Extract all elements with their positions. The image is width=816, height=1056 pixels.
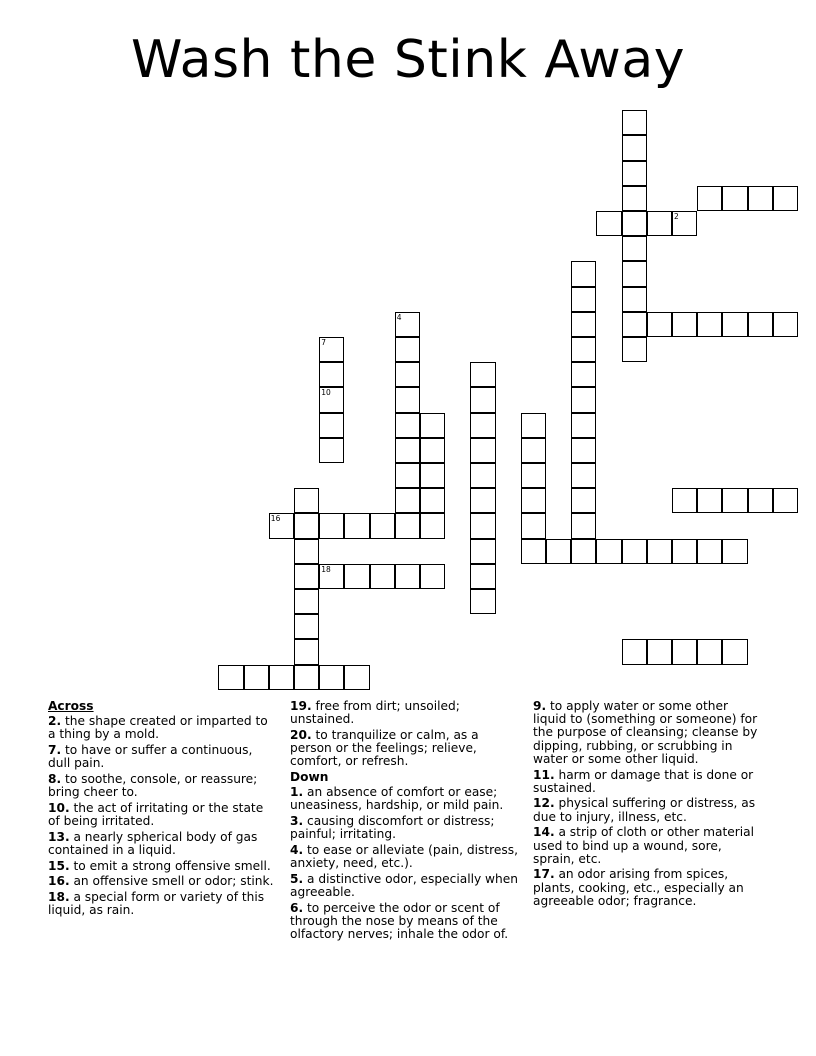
grid-cell[interactable]	[294, 539, 319, 564]
grid-cell[interactable]	[521, 438, 546, 463]
grid-cell[interactable]	[420, 463, 445, 488]
grid-cell[interactable]	[470, 564, 495, 589]
grid-cell[interactable]	[697, 488, 722, 513]
clue-text: causing discomfort or distress; painful; irritating.	[290, 814, 495, 842]
grid-cell[interactable]	[420, 488, 445, 513]
grid-cell[interactable]	[319, 337, 344, 362]
clues-column-2	[290, 700, 522, 944]
grid-cell[interactable]	[748, 312, 773, 337]
grid-cell[interactable]	[470, 513, 495, 538]
grid-cell[interactable]	[622, 639, 647, 664]
down-clue-list-continued	[533, 700, 761, 908]
grid-cell[interactable]	[319, 665, 344, 690]
grid-cell[interactable]	[319, 438, 344, 463]
grid-cell[interactable]	[748, 488, 773, 513]
grid-cell[interactable]	[647, 639, 672, 664]
grid-cell[interactable]	[622, 236, 647, 261]
grid-cell[interactable]	[370, 564, 395, 589]
grid-cell[interactable]	[571, 287, 596, 312]
clue-number: 7.	[48, 743, 62, 758]
grid-cell[interactable]	[571, 362, 596, 387]
grid-cell[interactable]	[697, 539, 722, 564]
grid-cell[interactable]	[773, 488, 798, 513]
grid-cell[interactable]	[622, 110, 647, 135]
clue-text: to ease or alleviate (pain, distress, anxiety, need, etc.).	[290, 843, 518, 871]
cell-number: 7	[321, 338, 326, 347]
grid-cell[interactable]	[470, 438, 495, 463]
grid-cell[interactable]	[269, 513, 294, 538]
clue-text: harm or damage that is done or sustained.	[533, 767, 754, 795]
grid-cell[interactable]	[395, 337, 420, 362]
clue-text: physical suffering or distress, as due to injury, illness, etc.	[533, 796, 756, 824]
grid-cell[interactable]	[521, 463, 546, 488]
across-clue-list	[48, 715, 276, 917]
grid-cell[interactable]	[622, 287, 647, 312]
clue-item	[48, 802, 276, 828]
clue-item	[290, 844, 522, 870]
clue-number: 15.	[48, 858, 70, 873]
clue-number: 13.	[48, 829, 70, 844]
clue-number: 17.	[533, 867, 555, 882]
clue-text: an offensive smell or odor; stink.	[69, 874, 274, 889]
clue-text: to apply water or some other liquid to (something or someone) for the purpose of cleansing; cleanse by dipping, rubbing, or scrubbing in water or some other liquid.	[533, 699, 758, 766]
grid-cell[interactable]	[395, 488, 420, 513]
grid-cell[interactable]	[722, 186, 747, 211]
grid-cell[interactable]	[319, 564, 344, 589]
clue-text: free from dirt; unsoiled; unstained.	[290, 699, 460, 727]
clue-item	[290, 729, 522, 769]
grid-cell[interactable]	[622, 312, 647, 337]
clue-number: 20.	[290, 727, 312, 742]
grid-cell[interactable]	[773, 186, 798, 211]
down-heading: Down	[290, 770, 329, 785]
grid-cell[interactable]	[420, 413, 445, 438]
grid-cell[interactable]	[596, 211, 621, 236]
grid-cell[interactable]	[647, 211, 672, 236]
grid-cell[interactable]	[773, 312, 798, 337]
clue-item	[533, 769, 761, 795]
down-clue-list	[290, 786, 522, 941]
clue-number: 4.	[290, 843, 304, 858]
grid-cell[interactable]	[596, 539, 621, 564]
clue-item	[290, 902, 522, 942]
grid-cell[interactable]	[395, 312, 420, 337]
grid-cell[interactable]	[218, 665, 243, 690]
clue-item	[533, 868, 761, 908]
clues-column-3	[533, 700, 761, 911]
grid-cell[interactable]	[672, 211, 697, 236]
clue-item	[48, 773, 276, 799]
grid-cell[interactable]	[420, 513, 445, 538]
grid-cell[interactable]	[294, 488, 319, 513]
clue-text: the shape created or imparted to a thing by a mold.	[48, 714, 268, 742]
clue-text: to have or suffer a continuous, dull pain.	[48, 743, 253, 771]
clue-item	[48, 891, 276, 917]
grid-cell[interactable]	[697, 312, 722, 337]
across-heading: Across	[48, 699, 94, 713]
cell-number: 18	[321, 564, 331, 574]
grid-cell[interactable]	[546, 539, 571, 564]
grid-cell[interactable]	[470, 387, 495, 412]
grid-cell[interactable]	[395, 413, 420, 438]
grid-cell[interactable]	[622, 135, 647, 160]
grid-cell[interactable]	[722, 312, 747, 337]
grid-cell[interactable]	[748, 186, 773, 211]
grid-cell[interactable]	[622, 186, 647, 211]
grid-cell[interactable]	[470, 539, 495, 564]
clue-number: 3.	[290, 814, 304, 829]
grid-cell[interactable]	[344, 665, 369, 690]
grid-cell[interactable]	[571, 337, 596, 362]
clue-text: a strip of cloth or other material used to bind up a wound, sore, sprain, etc.	[533, 825, 755, 866]
grid-cell[interactable]	[244, 665, 269, 690]
grid-cell[interactable]	[470, 589, 495, 614]
grid-cell[interactable]	[470, 463, 495, 488]
clue-number: 19.	[290, 699, 312, 713]
grid-cell[interactable]	[370, 513, 395, 538]
grid-cell[interactable]	[622, 161, 647, 186]
grid-cell[interactable]	[697, 639, 722, 664]
clue-item	[290, 815, 522, 841]
puzzle-title: Wash the Stink Away	[131, 30, 685, 90]
clue-item	[48, 875, 276, 888]
grid-cell[interactable]	[722, 639, 747, 664]
grid-cell[interactable]	[622, 337, 647, 362]
clue-item	[48, 860, 276, 873]
grid-cell[interactable]	[294, 564, 319, 589]
grid-cell[interactable]	[571, 463, 596, 488]
clue-text: the act of irritating or the state of being irritated.	[48, 800, 264, 829]
grid-cell[interactable]	[395, 387, 420, 412]
grid-cell[interactable]	[571, 261, 596, 286]
clue-item	[290, 873, 522, 899]
across-clue-list-continued	[290, 700, 522, 769]
clue-item	[48, 744, 276, 770]
grid-cell[interactable]	[294, 614, 319, 639]
clue-number: 18.	[48, 890, 70, 905]
clue-text: to emit a strong offensive smell.	[69, 858, 271, 873]
grid-cell[interactable]	[571, 387, 596, 412]
grid-cell[interactable]	[470, 488, 495, 513]
clue-item	[48, 831, 276, 857]
cell-number: 4	[396, 312, 402, 322]
clue-text: to perceive the odor or scent of through the nose by means of the olfactory nerves; inhale the odor of.	[290, 900, 509, 942]
grid-cell[interactable]	[722, 488, 747, 513]
cell-number: 2	[674, 212, 679, 221]
clue-number: 5.	[290, 871, 304, 886]
clue-item	[290, 786, 522, 812]
grid-cell[interactable]	[294, 513, 319, 538]
grid-cell[interactable]	[395, 438, 420, 463]
grid-cell[interactable]	[344, 564, 369, 589]
grid-cell[interactable]	[697, 186, 722, 211]
clue-item	[533, 826, 761, 866]
clue-number: 14.	[533, 825, 555, 840]
clue-text: a distinctive odor, especially when agreeable.	[290, 871, 518, 900]
clue-text: to soothe, console, or reassure; bring cheer to.	[48, 772, 258, 800]
grid-cell[interactable]	[319, 362, 344, 387]
grid-cell[interactable]	[672, 539, 697, 564]
grid-cell[interactable]	[722, 539, 747, 564]
grid-cell[interactable]	[622, 261, 647, 286]
grid-cell[interactable]	[294, 589, 319, 614]
grid-cell[interactable]	[521, 539, 546, 564]
grid-cell[interactable]	[294, 639, 319, 664]
grid-cell[interactable]	[647, 312, 672, 337]
clue-number: 10.	[48, 800, 70, 815]
grid-cell[interactable]	[521, 513, 546, 538]
grid-cell[interactable]	[319, 387, 344, 412]
grid-cell[interactable]	[521, 413, 546, 438]
grid-cell[interactable]	[395, 513, 420, 538]
grid-cell[interactable]	[344, 513, 369, 538]
clue-number: 8.	[48, 772, 62, 787]
clues-column-1	[48, 700, 276, 920]
clue-number: 16.	[48, 874, 70, 889]
clue-item	[533, 797, 761, 823]
clue-text: to tranquilize or calm, as a person or the feelings; relieve, comfort, or refresh.	[290, 727, 479, 769]
clue-item	[533, 700, 761, 766]
grid-cell[interactable]	[521, 488, 546, 513]
clue-number: 6.	[290, 900, 304, 915]
grid-cell[interactable]	[672, 488, 697, 513]
grid-cell[interactable]	[672, 312, 697, 337]
grid-cell[interactable]	[395, 362, 420, 387]
grid-cell[interactable]	[571, 312, 596, 337]
grid-cell[interactable]	[622, 211, 647, 236]
grid-cell[interactable]	[470, 413, 495, 438]
grid-cell[interactable]	[395, 564, 420, 589]
grid-cell[interactable]	[571, 539, 596, 564]
grid-cell[interactable]	[571, 488, 596, 513]
clue-number: 1.	[290, 785, 304, 800]
cell-number: 16	[270, 514, 281, 524]
grid-cell[interactable]	[470, 362, 495, 387]
grid-cell[interactable]	[395, 463, 420, 488]
clue-number: 11.	[533, 767, 555, 782]
clue-item	[48, 715, 276, 741]
clue-text: a nearly spherical body of gas contained in a liquid.	[48, 829, 258, 858]
grid-cell[interactable]	[420, 564, 445, 589]
clue-number: 9.	[533, 699, 547, 713]
cell-number: 10	[321, 388, 331, 398]
clue-number: 2.	[48, 714, 62, 729]
clue-text: an odor arising from spices, plants, cooking, etc., especially an agreeable odor; fragrance.	[533, 867, 744, 908]
grid-cell[interactable]	[647, 539, 672, 564]
grid-cell[interactable]	[571, 438, 596, 463]
grid-cell[interactable]	[672, 639, 697, 664]
clue-text: a special form or variety of this liquid, as rain.	[48, 890, 265, 918]
grid-cell[interactable]	[571, 413, 596, 438]
grid-cell[interactable]	[269, 665, 294, 690]
clue-text: an absence of comfort or ease; uneasiness, hardship, or mild pain.	[290, 785, 504, 813]
grid-cell[interactable]	[571, 513, 596, 538]
grid-cell[interactable]	[319, 513, 344, 538]
grid-cell[interactable]	[294, 665, 319, 690]
grid-cell[interactable]	[420, 438, 445, 463]
grid-cell[interactable]	[622, 539, 647, 564]
grid-cell[interactable]	[319, 413, 344, 438]
clue-item	[290, 700, 522, 726]
clue-number: 12.	[533, 796, 555, 811]
